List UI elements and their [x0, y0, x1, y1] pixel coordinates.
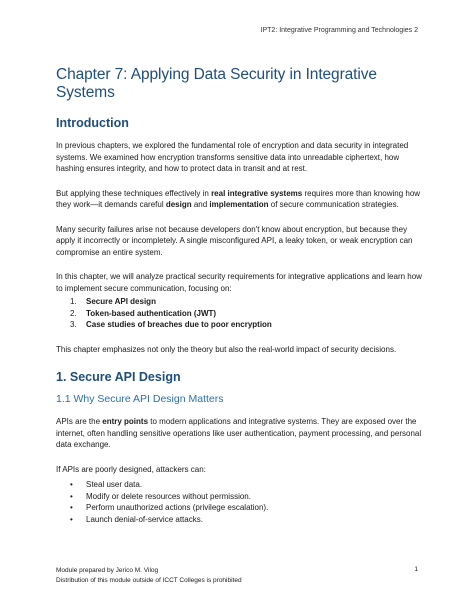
bold-run: design — [165, 200, 192, 209]
bullet-icon: • — [70, 480, 73, 489]
running-header: IPT2: Integrative Programming and Technologies 2 — [260, 27, 418, 34]
focus-list — [70, 296, 424, 331]
intro-paragraph-3: Many security failures arise not because developers don't know about encryption, but because they apply it incorrectly or incompletely. A single misconfigured API, a leaky token, or weak encryption can compromise an entire system. — [56, 224, 413, 257]
text-run: of secure communication strategies. — [268, 200, 399, 209]
footer-credits — [56, 566, 242, 586]
footer-notice: Distribution of this module outside of ICCT Colleges is prohibited — [56, 577, 242, 584]
chapter-title: Chapter 7: Applying Data Security in Integrative Systems — [56, 66, 377, 101]
list-item-text: Secure API design — [86, 297, 156, 306]
subsection-1-1-heading: 1.1 Why Secure API Design Matters — [56, 393, 224, 405]
page-content — [56, 66, 424, 525]
section1-paragraph-2: If APIs are poorly designed, attackers can: — [56, 464, 206, 474]
text-run: and — [191, 200, 210, 209]
intro-paragraph-1: In previous chapters, we explored the fundamental role of encryption and data security in integrated systems. We examined how encryption transforms sensitive data into unreadable ciphertext, how hashing ensures integrity, and how to protect data in transit and at rest. — [56, 141, 409, 173]
text-run: But applying these techniques effectively in — [56, 188, 212, 198]
intro-paragraph-5: This chapter emphasizes not only the theory but also the real-world impact of security decisions. — [56, 344, 397, 354]
bullet-icon: • — [70, 503, 73, 512]
list-item — [70, 491, 424, 503]
attack-list — [70, 479, 424, 525]
list-item-text: Steal user data. — [86, 480, 143, 489]
list-item-text: Token-based authentication (JWT) — [86, 308, 217, 318]
list-item — [70, 514, 424, 526]
introduction-heading: Introduction — [56, 116, 129, 130]
bold-run: entry points — [102, 417, 149, 426]
list-item — [70, 479, 424, 491]
bold-run: implementation — [209, 200, 269, 209]
text-run: to modern applications and integrative systems. They are exposed over the internet, often handling sensitive operations like user authentication, payment processing, and personal data exchange. — [56, 417, 422, 449]
list-item — [70, 319, 424, 331]
intro-paragraph-2 — [56, 188, 424, 211]
intro-paragraph-4: In this chapter, we will analyze practical security requirements for integrative applications and learn how to implement secure communication, focusing on: — [56, 272, 422, 293]
text-run: APIs are the — [56, 417, 103, 426]
section1-paragraph-1 — [56, 416, 424, 451]
list-number: 2. — [70, 308, 77, 318]
list-item-text: Case studies of breaches due to poor encryption — [86, 320, 272, 329]
list-item — [70, 296, 424, 308]
text-run: requires more than knowing how they work—it demands careful — [56, 188, 421, 209]
section-1-heading: 1. Secure API Design — [56, 370, 181, 384]
bold-run: real integrative systems — [211, 188, 303, 198]
list-item-text: Launch denial-of-service attacks. — [86, 514, 203, 524]
list-number: 3. — [70, 320, 77, 329]
bullet-icon: • — [70, 491, 73, 501]
footer-author: Module prepared by Jerico M. Vilog — [56, 567, 159, 574]
list-item-text: Modify or delete resources without permission. — [86, 491, 251, 501]
list-item-text: Perform unauthorized actions (privilege escalation). — [86, 503, 269, 512]
bullet-icon: • — [70, 514, 73, 524]
page-number: 1 — [414, 566, 418, 573]
list-item — [70, 308, 424, 320]
list-number: 1. — [70, 297, 77, 306]
list-item — [70, 502, 424, 514]
